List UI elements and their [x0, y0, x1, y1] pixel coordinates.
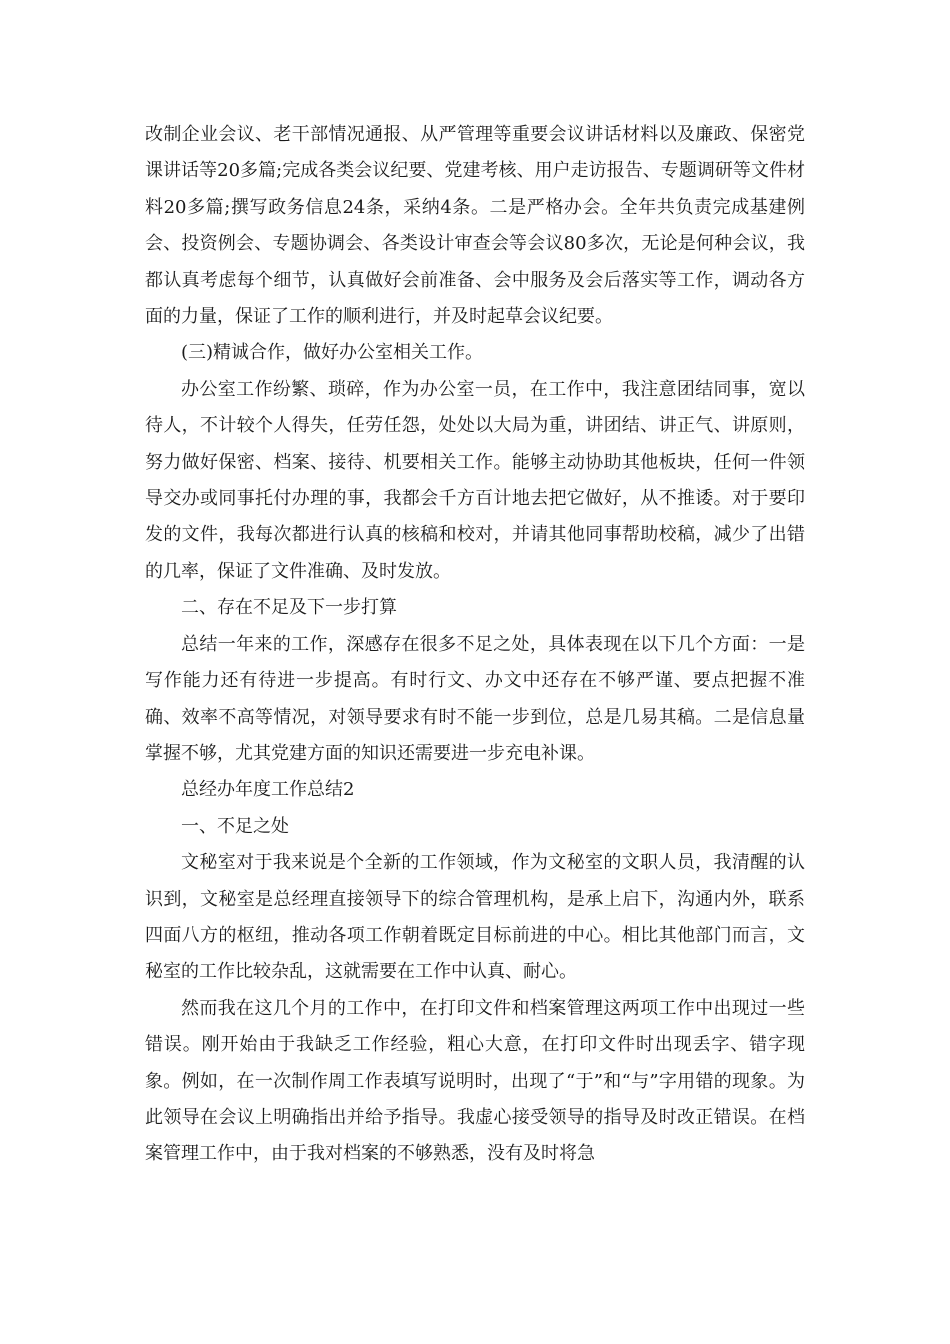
document-body [145, 117, 805, 1173]
section-heading-deficiencies: 一、不足之处 [181, 815, 289, 837]
section-heading-cooperation: (三)精诚合作，做好办公室相关工作。 [181, 342, 484, 364]
section-heading-shortcomings-plan: 二、存在不足及下一步打算 [181, 597, 397, 619]
paragraph-shortcomings: 总结一年来的工作，深感存在很多不足之处，具体表现在以下几个方面：一是写作能力还有待进一步提高。有时行文、办文中还存在不够严谨、要点把握不准确、效率不高等情况，对领导要求有时不能一步到位，总是几易其稿。二是信息量掌握不够，尤其党建方面的知识还需要进一步充电补课。 [145, 633, 805, 764]
paragraph-office-work: 办公室工作纷繁、琐碎，作为办公室一员，在工作中，我注意团结同事，宽以待人，不计较个人得失，任劳任怨，处处以大局为重，讲团结、讲正气、讲原则，努力做好保密、档案、接待、机要相关工作。能够主动协助其他板块，任何一件领导交办或同事托付办理的事，我都会千方百计地去把它做好，从不推诿。对于要印发的文件，我每次都进行认真的核稿和校对，并请其他同事帮助校稿，减少了出错的几率，保证了文件准确、及时发放。 [145, 378, 805, 582]
paragraph-meeting-materials: 改制企业会议、老干部情况通报、从严管理等重要会议讲话材料以及廉政、保密党课讲话等20多篇;完成各类会议纪要、党建考核、用户走访报告、专题调研等文件材料20多篇;撰写政务信息24条，采纳4条。二是严格办会。全年共负责完成基建例会、投资例会、专题协调会、各类设计审查会等会议80多次，无论是何种会议，我都认真考虑每个细节，认真做好会前准备、会中服务及会后落实等工作，调动各方面的力量，保证了工作的顺利进行，并及时起草会议纪要。 [145, 124, 805, 328]
document-title-summary-2: 总经办年度工作总结2 [181, 779, 355, 801]
paragraph-errors: 然而我在这几个月的工作中，在打印文件和档案管理这两项工作中出现过一些错误。刚开始由于我缺乏工作经验，粗心大意，在打印文件时出现丢字、错字现象。例如，在一次制作周工作表填写说明时，出现了“于”和“与”字用错的现象。为此领导在会议上明确指出并给予指导。我虚心接受领导的指导及时改正错误。在档案管理工作中，由于我对档案的不够熟悉，没有及时将急 [145, 997, 805, 1165]
paragraph-secretariat-role: 文秘室对于我来说是个全新的工作领域，作为文秘室的文职人员，我清醒的认识到，文秘室是总经理直接领导下的综合管理机构，是承上启下，沟通内外，联系四面八方的枢纽，推动各项工作朝着既定目标前进的中心。相比其他部门而言，文秘室的工作比较杂乱，这就需要在工作中认真、耐心。 [145, 852, 805, 983]
